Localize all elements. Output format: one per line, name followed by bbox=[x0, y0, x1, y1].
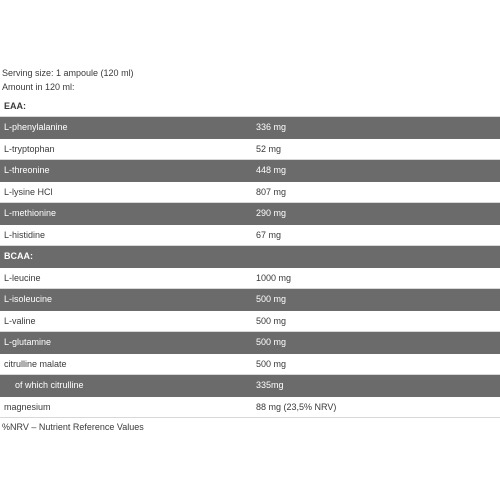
row-name: L-lysine HCl bbox=[0, 181, 251, 203]
table-row bbox=[0, 181, 500, 203]
row-value: 500 mg bbox=[251, 289, 500, 311]
row-value: 500 mg bbox=[251, 310, 500, 332]
row-value: 500 mg bbox=[251, 332, 500, 354]
row-name: citrulline malate bbox=[0, 353, 251, 375]
row-name: L-phenylalanine bbox=[0, 117, 251, 139]
nutrition-table bbox=[0, 95, 500, 418]
row-value: 500 mg bbox=[251, 353, 500, 375]
table-row bbox=[0, 203, 500, 225]
row-value bbox=[251, 246, 500, 268]
row-name: L-tryptophan bbox=[0, 138, 251, 160]
row-value: 290 mg bbox=[251, 203, 500, 225]
table-row bbox=[0, 396, 500, 418]
row-value: 336 mg bbox=[251, 117, 500, 139]
row-name: L-histidine bbox=[0, 224, 251, 246]
row-value bbox=[251, 95, 500, 117]
row-value: 88 mg (23,5% NRV) bbox=[251, 396, 500, 418]
table-row bbox=[0, 95, 500, 117]
table-row bbox=[0, 310, 500, 332]
table-row bbox=[0, 160, 500, 182]
row-value: 807 mg bbox=[251, 181, 500, 203]
table-row bbox=[0, 246, 500, 268]
row-name: magnesium bbox=[0, 396, 251, 418]
table-row bbox=[0, 375, 500, 397]
row-name: L-isoleucine bbox=[0, 289, 251, 311]
row-name: of which citrulline bbox=[0, 375, 251, 397]
row-name: L-glutamine bbox=[0, 332, 251, 354]
row-name: BCAA: bbox=[0, 246, 251, 268]
amount-in-text: Amount in 120 ml: bbox=[2, 82, 75, 92]
serving-size-text: Serving size: 1 ampoule (120 ml) bbox=[2, 68, 134, 78]
table-row bbox=[0, 117, 500, 139]
table-row bbox=[0, 224, 500, 246]
row-value: 52 mg bbox=[251, 138, 500, 160]
row-name: EAA: bbox=[0, 95, 251, 117]
row-value: 448 mg bbox=[251, 160, 500, 182]
table-row bbox=[0, 332, 500, 354]
row-name: L-threonine bbox=[0, 160, 251, 182]
table-row bbox=[0, 267, 500, 289]
table-row bbox=[0, 289, 500, 311]
table-row bbox=[0, 138, 500, 160]
row-value: 335mg bbox=[251, 375, 500, 397]
row-name: L-valine bbox=[0, 310, 251, 332]
row-value: 1000 mg bbox=[251, 267, 500, 289]
row-name: L-leucine bbox=[0, 267, 251, 289]
table-row bbox=[0, 353, 500, 375]
row-value: 67 mg bbox=[251, 224, 500, 246]
nrv-footnote: %NRV – Nutrient Reference Values bbox=[2, 422, 144, 432]
row-name: L-methionine bbox=[0, 203, 251, 225]
